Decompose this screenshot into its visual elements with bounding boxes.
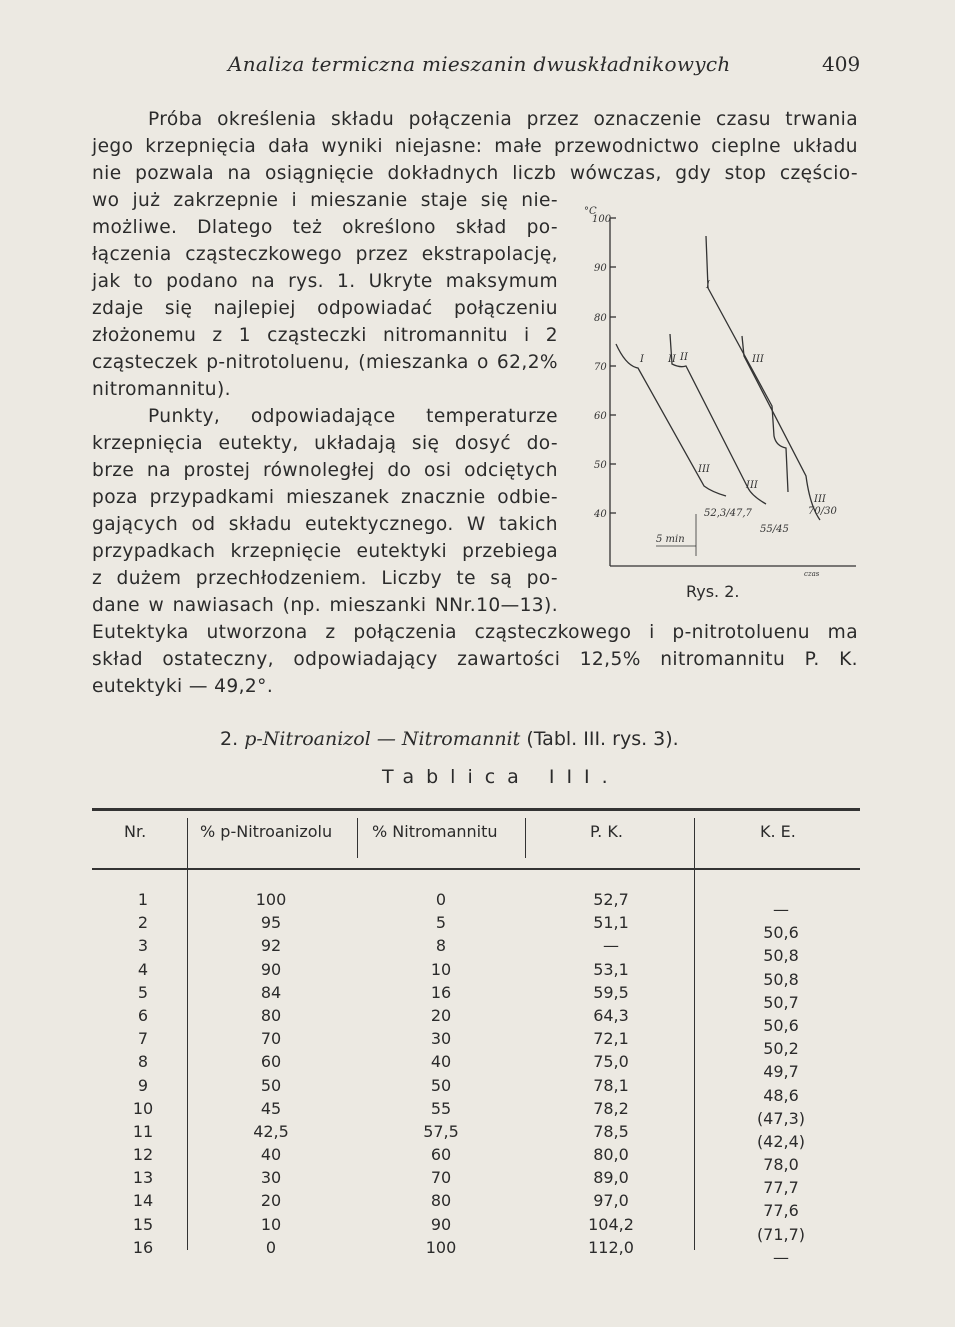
table-column-nitromannit — [396, 888, 486, 1259]
table-cell: 78,5 — [593, 1121, 629, 1141]
table-column-ke — [736, 898, 826, 1269]
table-cell: 10 — [430, 959, 452, 979]
table-cell: (42,4) — [756, 1131, 806, 1151]
curve-label: III — [698, 464, 710, 475]
table-cell: 50,6 — [763, 923, 799, 943]
table-cell: (71,7) — [756, 1224, 806, 1244]
text-line: łączenia cząsteczkowego przez ekstrapolację, — [92, 244, 558, 265]
table-header-nitromannit: % Nitromannitu — [372, 822, 498, 841]
time-scale-label: 5 min — [656, 534, 685, 545]
curve-label: I — [640, 354, 644, 365]
table-cell: 50,7 — [763, 992, 799, 1012]
table-cell: 12 — [132, 1145, 154, 1165]
table-cell: 45 — [260, 1098, 282, 1118]
curve-label: II — [668, 354, 676, 365]
text-line: cząsteczek p-nitrotoluenu, (mieszanka o 62,2% — [92, 352, 558, 373]
table-cell: 42,5 — [253, 1121, 289, 1141]
figure-annotation: 52,3/47,7 — [704, 508, 752, 519]
table-cell: 77,6 — [763, 1201, 799, 1221]
running-header — [0, 52, 955, 82]
table-cell: 13 — [132, 1168, 154, 1188]
table-cell: 5 — [137, 982, 149, 1002]
table-cell: 53,1 — [593, 959, 629, 979]
table-cell: 77,7 — [763, 1178, 799, 1198]
table-cell: 20 — [260, 1191, 282, 1211]
table-cell: 70 — [430, 1168, 452, 1188]
table-cell: 1 — [137, 890, 149, 909]
y-unit-label: °C — [584, 206, 597, 217]
table-title: Tablica III. — [382, 766, 620, 788]
table-cell: 49,7 — [763, 1062, 799, 1082]
table-cell: 0 — [435, 890, 447, 909]
table-cell: 14 — [132, 1191, 154, 1211]
table-cell: 40 — [430, 1052, 452, 1072]
text-line: brze na prostej równoległej do osi odciętych — [92, 460, 558, 481]
text-line: z dużem przechłodzeniem. Liczby te są po- — [92, 568, 558, 589]
text-line: dane w nawiasach (np. mieszanki NNr.10—13). — [92, 595, 558, 616]
table-column-nitroanizol — [226, 888, 316, 1259]
text-line: przypadkach krzepnięcie eutektyki przebiega — [92, 541, 558, 562]
table-cell: 90 — [260, 959, 282, 979]
y-tick-label: 60 — [594, 411, 607, 422]
text-line: eutektyki — 49,2°. — [92, 676, 274, 697]
text-line: skład ostateczny, odpowiadający zawartości 12,5% nitromannitu P. K. — [92, 649, 858, 670]
table-cell: 11 — [132, 1121, 154, 1141]
table-column-pk — [566, 888, 656, 1259]
section-ref: (Tabl. III. rys. 3). — [526, 728, 679, 750]
table-cell: 80 — [260, 1005, 282, 1025]
table-cell: 30 — [430, 1029, 452, 1049]
table-cell: 55 — [430, 1098, 452, 1118]
curve-label: II — [680, 352, 688, 363]
table-cell: 78,0 — [763, 1155, 799, 1175]
y-tick-label: 80 — [594, 313, 607, 324]
table-header-nr: Nr. — [124, 822, 147, 841]
section-number: 2. — [220, 728, 239, 750]
table-cell: 2 — [137, 913, 149, 933]
text-line: zdaje się najlepiej odpowiadać połączeniu — [92, 298, 558, 319]
table-cell: 15 — [132, 1214, 154, 1234]
table-cell: 89,0 — [593, 1168, 629, 1188]
table-cell: 72,1 — [593, 1029, 629, 1049]
table-cell: 60 — [430, 1145, 452, 1165]
text-line: Próba określenia składu połączenia przez oznaczenie czasu trwania — [148, 109, 858, 130]
table-top-rule — [92, 808, 860, 811]
table-cell: (47,3) — [756, 1108, 806, 1128]
curve-label: I — [706, 280, 710, 291]
table-cell: 75,0 — [593, 1052, 629, 1072]
table-header-pk: P. K. — [590, 822, 623, 841]
table-cell: 51,1 — [593, 913, 629, 933]
table-cell: 70 — [260, 1029, 282, 1049]
y-tick-label: 90 — [594, 263, 607, 274]
figure-annotation: 70/30 — [808, 506, 837, 517]
table-cell: 104,2 — [588, 1214, 634, 1234]
text-line: jego krzepnięcia dała wyniki niejasne: małe przewodnictwo cieplne układu — [92, 136, 858, 157]
table-cell: 92 — [260, 936, 282, 956]
table-cell: 100 — [255, 890, 287, 909]
table-cell: 84 — [260, 982, 282, 1002]
table-column-rule — [357, 818, 358, 858]
table-cell: 78,2 — [593, 1098, 629, 1118]
curve-label: III — [752, 354, 764, 365]
table-cell: 8 — [435, 936, 447, 956]
table-cell: 50 — [260, 1075, 282, 1095]
table-column-rule — [525, 818, 526, 858]
table-cell: 60 — [260, 1052, 282, 1072]
table-cell: 80,0 — [593, 1145, 629, 1165]
text-line: Eutektyka utworzona z połączenia cząsteczkowego i p-nitrotoluenu ma — [92, 622, 858, 643]
table-header-nitroanizol: % p-Nitroanizolu — [200, 822, 333, 841]
table-cell: 97,0 — [593, 1191, 629, 1211]
table-header-rule — [92, 868, 860, 870]
table-cell: 95 — [260, 913, 282, 933]
table-cell: 50,8 — [763, 946, 799, 966]
table-cell: 112,0 — [588, 1237, 634, 1257]
table-cell: 5 — [435, 913, 447, 933]
figure-annotation: 55/45 — [760, 524, 789, 535]
curve-label: III — [746, 480, 758, 491]
text-line: wo już zakrzepnie i mieszanie staje się nie- — [92, 190, 558, 211]
table-column-nr — [120, 888, 166, 1259]
y-tick-label: 50 — [594, 460, 607, 471]
table-cell: 78,1 — [593, 1075, 629, 1095]
text-line: poza przypadkami mieszanek znacznie odbie- — [92, 487, 558, 508]
table-cell: 90 — [430, 1214, 452, 1234]
table-cell: 16 — [132, 1237, 154, 1257]
table-cell: 50,8 — [763, 969, 799, 989]
table-cell: — — [773, 1247, 789, 1267]
table-cell: 50 — [430, 1075, 452, 1095]
table-column-rule — [187, 818, 188, 1250]
running-title: Analiza termiczna mieszanin dwuskładnikowych — [228, 52, 731, 76]
section-heading — [220, 728, 679, 750]
text-line: możliwe. Dlatego też określono skład po- — [92, 217, 558, 238]
table-cell: 100 — [425, 1237, 457, 1257]
table-cell: 52,7 — [593, 890, 629, 909]
table-cell: 57,5 — [423, 1121, 459, 1141]
text-line: gających od składu eutektycznego. W takich — [92, 514, 558, 535]
table-cell: 30 — [260, 1168, 282, 1188]
table-cell: 10 — [132, 1098, 154, 1118]
y-tick-label: 40 — [594, 509, 607, 520]
table-cell: 64,3 — [593, 1005, 629, 1025]
cooling-curves-figure — [576, 196, 866, 596]
text-line: krzepnięcia eutekty, układają się dosyć do- — [92, 433, 558, 454]
x-axis-label: czas — [804, 570, 820, 578]
table-cell: 40 — [260, 1145, 282, 1165]
table-cell: 50,6 — [763, 1015, 799, 1035]
y-tick-label: 100 — [592, 214, 612, 225]
table-cell: 6 — [137, 1005, 149, 1025]
table-cell: 16 — [430, 982, 452, 1002]
table-cell: 59,5 — [593, 982, 629, 1002]
curve-ii — [706, 236, 788, 492]
y-tick-label: 70 — [594, 362, 607, 373]
table-cell: 8 — [137, 1052, 149, 1072]
table-cell: — — [603, 936, 619, 956]
table-column-rule — [694, 818, 695, 1250]
table-cell: 9 — [137, 1075, 149, 1095]
table-cell: — — [773, 900, 789, 919]
table-cell: 50,2 — [763, 1039, 799, 1059]
table-cell: 20 — [430, 1005, 452, 1025]
text-line: Punkty, odpowiadające temperaturze — [148, 406, 558, 427]
text-line: nitromannitu). — [92, 379, 231, 400]
text-line: nie pozwala na osiągnięcie dokładnych liczb wówczas, gdy stop częścio- — [92, 163, 858, 184]
text-line: jak to podano na rys. 1. Ukryte maksymum — [92, 271, 558, 292]
figure-caption: Rys. 2. — [686, 582, 740, 601]
table-cell: 7 — [137, 1029, 149, 1049]
table-cell: 0 — [265, 1237, 277, 1257]
table-cell: 80 — [430, 1191, 452, 1211]
table-cell: 48,6 — [763, 1085, 799, 1105]
table-cell: 10 — [260, 1214, 282, 1234]
table-header-ke: K. E. — [760, 822, 796, 841]
page-number: 409 — [822, 52, 861, 76]
text-line: złożonemu z 1 cząsteczki nitromannitu i 2 — [92, 325, 558, 346]
section-title: p-Nitroanizol — Nitromannit — [244, 728, 521, 750]
table-cell: 3 — [137, 936, 149, 956]
curve-label: III — [814, 494, 826, 505]
table-cell: 4 — [137, 959, 149, 979]
